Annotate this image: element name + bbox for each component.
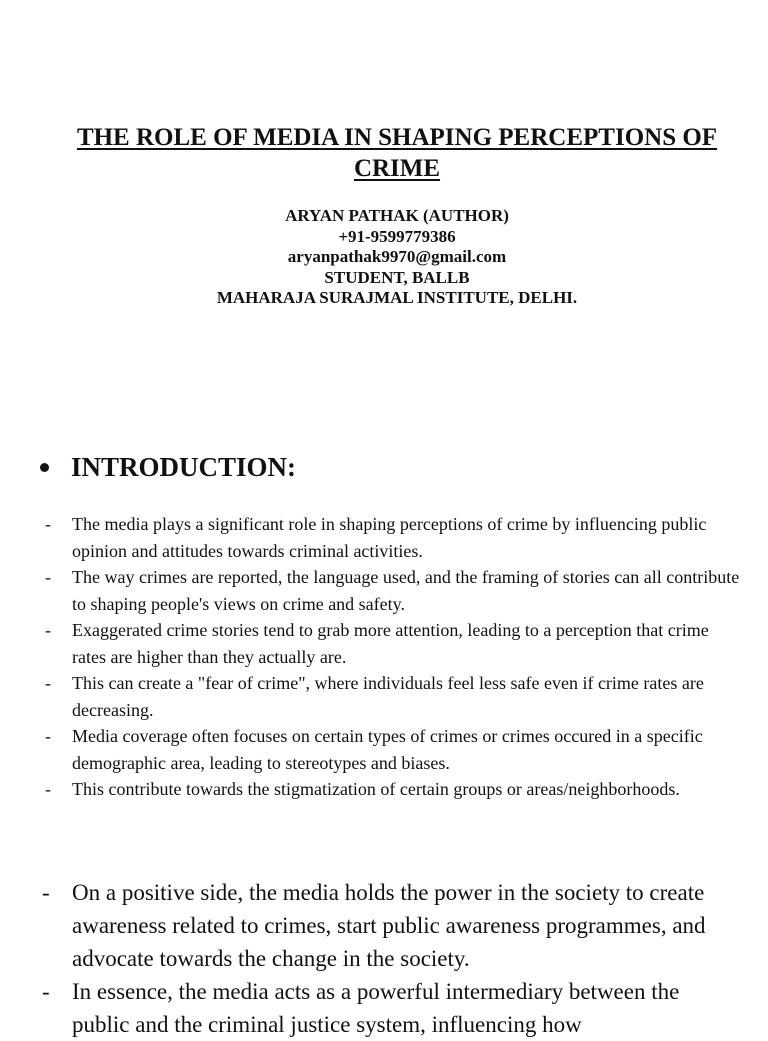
introduction-heading <box>30 452 730 483</box>
list-item <box>40 876 740 975</box>
author-block <box>40 206 754 309</box>
list-item-text: This can create a "fear of crime", where individuals feel less safe even if crime rates are decreasing. <box>72 673 704 720</box>
list-item-text: Exaggerated crime stories tend to grab more attention, leading to a perception that crime rates are higher than they actually are. <box>72 620 709 667</box>
list-item <box>40 670 740 723</box>
list-item-text: The way crimes are reported, the language used, and the framing of stories can all contribute to shaping people's views on crime and safety. <box>72 567 740 614</box>
introduction-heading-text: INTRODUCTION: <box>71 452 297 482</box>
dash-marker: - <box>42 880 50 905</box>
introduction-points <box>40 511 740 803</box>
additional-points <box>40 876 740 1041</box>
list-item-text: Media coverage often focuses on certain types of crimes or crimes occured in a specific demographic area, leading to stereotypes and biases. <box>72 726 703 773</box>
dash-marker: - <box>45 567 51 587</box>
dash-marker: - <box>42 979 50 1004</box>
author-email: aryanpathak9970@gmail.com <box>287 247 507 266</box>
dash-marker: - <box>45 514 51 534</box>
author-phone: +91-9599779386 <box>338 226 456 246</box>
author-role: STUDENT, BALLB <box>324 267 470 287</box>
list-item <box>40 723 740 776</box>
dash-marker: - <box>45 726 51 746</box>
dash-marker: - <box>45 779 51 799</box>
list-item-text: This contribute towards the stigmatization of certain groups or areas/neighborhoods. <box>72 779 680 799</box>
list-item <box>40 975 740 1041</box>
author-institute: MAHARAJA SURAJMAL INSTITUTE, DELHI. <box>216 288 578 307</box>
dash-marker: - <box>45 673 51 693</box>
bullet-dot-icon <box>40 463 49 472</box>
list-item <box>40 617 740 670</box>
author-name: ARYAN PATHAK (AUTHOR) <box>285 206 509 225</box>
list-item <box>40 776 740 803</box>
list-item-text: In essence, the media acts as a powerful intermediary between the public and the criminal justice system, influencing how <box>72 979 680 1037</box>
list-item <box>40 564 740 617</box>
list-item-text: On a positive side, the media holds the power in the society to create awareness related to crimes, start public awareness programmes, and advocate towards the change in the society. <box>72 880 706 971</box>
dash-marker: - <box>45 620 51 640</box>
list-item <box>40 511 740 564</box>
document-title: THE ROLE OF MEDIA IN SHAPING PERCEPTIONS OF CRIME <box>76 124 718 182</box>
list-item-text: The media plays a significant role in shaping perceptions of crime by influencing public opinion and attitudes towards criminal activities. <box>72 514 707 561</box>
